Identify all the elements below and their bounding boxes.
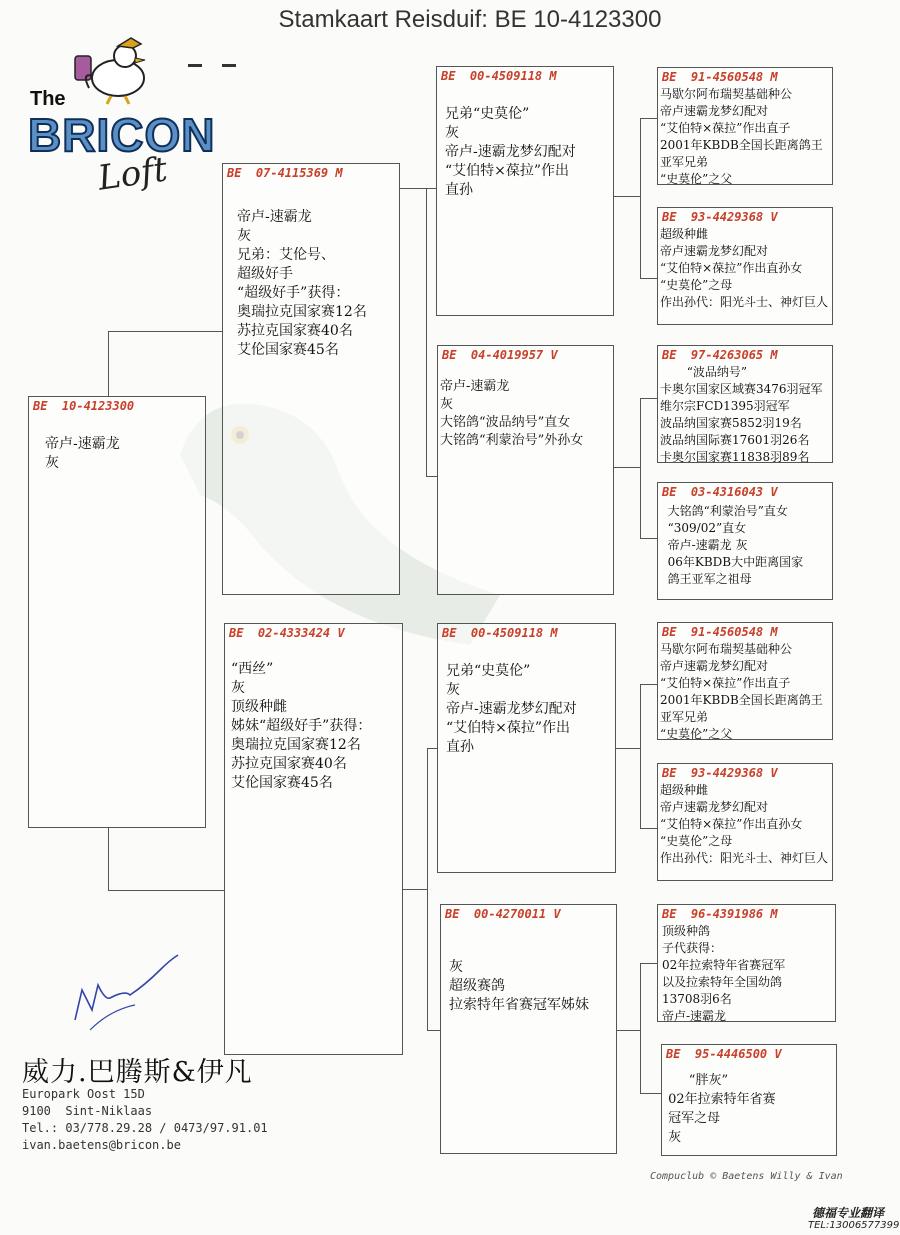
ring-number: BE 96-4391986 M (662, 907, 778, 921)
logo-the: The (30, 88, 66, 110)
sire-box (222, 163, 400, 595)
connector-line (616, 748, 640, 749)
ring-number: BE 07-4115369 M (227, 166, 343, 180)
dam-sire-box (437, 623, 616, 873)
connector-line (640, 684, 657, 685)
page-title: Stamkaart Reisduif: BE 10-4123300 (278, 6, 662, 33)
pigeon-info: “西丝” 灰 顶级种雌 姊妹“超级好手”获得： 奥瑞拉克国家赛12名 苏拉克国家赛40名 艾伦国家赛45名 (231, 661, 372, 791)
connector-line (400, 188, 426, 189)
sire-sire-box (436, 66, 614, 316)
connector-line (640, 398, 641, 538)
connector-line (614, 196, 640, 197)
pigeon-info: 超级种雌 帝卢速霸龙梦幻配对 “艾伯特×葆拉”作出直孙女 “史莫伦”之母 作出孙代：阳光斗士、神灯巨人 (660, 783, 829, 865)
email-address: ivan.baetens@bricon.be (22, 1138, 181, 1152)
connector-line (640, 538, 657, 539)
ring-number: BE 93-4429368 V (662, 766, 778, 780)
phone-number: Tel.: 03/778.29.28 / 0473/97.91.01 (22, 1121, 268, 1135)
sds-box (657, 345, 833, 463)
ring-number: BE 02-4333424 V (229, 626, 345, 640)
address-line: 9100 Sint-Niklaas (22, 1104, 153, 1118)
pigeon-info: 马歇尔阿布瑞契基础种公 帝卢速霸龙梦幻配对 “艾伯特×葆拉”作出直子 2001年KBDB全国长距离鸽王 亚军兄弟 “史莫伦”之父 (660, 87, 823, 186)
sire-dam-box (437, 345, 614, 595)
logo-bricon: BRICON (28, 109, 216, 161)
ring-number: BE 00-4270011 V (445, 907, 561, 921)
dsd-box (657, 763, 833, 881)
connector-line (640, 963, 657, 964)
pigeon-info: 帝卢-速霸龙 灰 兄弟：艾伦号、 超级好手 “超级好手”获得： 奥瑞拉克国家赛12名 苏拉克国家赛40名 艾伦国家赛45名 (237, 209, 367, 358)
connector-line (617, 1030, 640, 1031)
dss-box (657, 622, 833, 740)
connector-line (640, 118, 657, 119)
pigeon-info: 帝卢-速霸龙 灰 大铭鸽“波品纳号”直女 大铭鸽“利蒙治号”外孙女 (440, 379, 584, 448)
pigeon-info: 灰 超级赛鸽 拉索特年省赛冠军姊妹 (449, 959, 589, 1013)
owner-contact (22, 1086, 268, 1154)
pigeon-info: “波品纳号” 卡奥尔国家区域赛3476羽冠军 维尔宗FCD1395羽冠军 波品纳国家赛5852羽19名 波品纳国际赛17601羽26名 卡奥尔国家赛11838羽89名 (660, 365, 823, 464)
connector-line (640, 828, 657, 829)
connector-line (427, 748, 437, 749)
connector-line (426, 188, 436, 189)
connector-line (640, 684, 641, 828)
translator-phone: TEL:13006577399 (808, 1220, 900, 1231)
connector-line (640, 118, 641, 278)
ring-number: BE 00-4509118 M (442, 626, 558, 640)
dam-dam-box (440, 904, 617, 1154)
logo-dash (222, 64, 236, 67)
pigeon-info: 兄弟“史莫伦” 灰 帝卢-速霸龙梦幻配对 “艾伯特×葆拉”作出 直孙 (445, 106, 576, 198)
connector-line (427, 748, 428, 1030)
connector-line (640, 963, 641, 1093)
connector-line (403, 889, 427, 890)
connector-line (108, 890, 224, 891)
connector-line (108, 828, 109, 890)
connector-line (640, 278, 657, 279)
sss-box (657, 67, 833, 185)
bricon-loft-logo (28, 28, 218, 198)
ddd-box (661, 1044, 837, 1156)
ssd-box (657, 207, 833, 325)
connector-line (640, 398, 657, 399)
pigeon-info: 大铭鸽“利蒙治号”直女 “309/02”直女 帝卢-速霸龙 灰 06年KBDB大中距离国家 鸽王亚军之祖母 (667, 504, 804, 586)
connector-line (640, 1093, 661, 1094)
dam-box (224, 623, 403, 1055)
logo-loft: Loft (95, 149, 170, 199)
ring-number: BE 91-4560548 M (662, 70, 778, 84)
compuclub-credit: Compuclub © Baetens Willy & Ivan (650, 1171, 843, 1182)
owner-name: 威力.巴腾斯&伊凡 (22, 1057, 253, 1088)
signature (70, 950, 180, 1040)
logo-dash (188, 64, 202, 67)
pigeon-info: 帝卢-速霸龙 灰 (45, 436, 120, 471)
pigeon-info: 兄弟“史莫伦” 灰 帝卢-速霸龙梦幻配对 “艾伯特×葆拉”作出 直孙 (446, 663, 577, 755)
ring-number: BE 10-4123300 (33, 399, 135, 413)
connector-line (108, 331, 109, 396)
pigeon-info: 超级种雌 帝卢速霸龙梦幻配对 “艾伯特×葆拉”作出直孙女 “史莫伦”之母 作出孙代：阳光斗士、神灯巨人 (660, 227, 829, 309)
connector-line (614, 467, 640, 468)
ring-number: BE 00-4509118 M (441, 69, 557, 83)
ring-number: BE 97-4263065 M (662, 348, 778, 362)
address-line: Europark Oost 15D (22, 1087, 145, 1101)
connector-line (427, 1030, 440, 1031)
ring-number: BE 91-4560548 M (662, 625, 778, 639)
connector-line (426, 476, 437, 477)
ring-number: BE 03-4316043 V (662, 485, 778, 499)
pigeon-info: 马歇尔阿布瑞契基础种公 帝卢速霸龙梦幻配对 “艾伯特×葆拉”作出直子 2001年KBDB全国长距离鸽王 亚军兄弟 “史莫伦”之父 (660, 642, 823, 741)
dds-box (657, 904, 836, 1022)
pigeon-info: 顶级种鸽 子代获得： 02年拉索特年省赛冠军 以及拉索特年全国幼鸽 13708羽6名 帝卢-速霸龙 (662, 924, 786, 1023)
ring-number: BE 95-4446500 V (666, 1047, 782, 1061)
pigeon-info: “胖灰” 02年拉索特年省赛 冠军之母 灰 (668, 1073, 776, 1145)
sdd-box (657, 482, 833, 600)
ring-number: BE 93-4429368 V (662, 210, 778, 224)
connector-line (426, 188, 427, 476)
connector-line (108, 331, 222, 332)
ring-number: BE 04-4019957 V (442, 348, 558, 362)
subject-box (28, 396, 206, 828)
pigeon-logo-icon (63, 28, 163, 108)
translator-credit: 德福专业翻译 (812, 1206, 885, 1220)
